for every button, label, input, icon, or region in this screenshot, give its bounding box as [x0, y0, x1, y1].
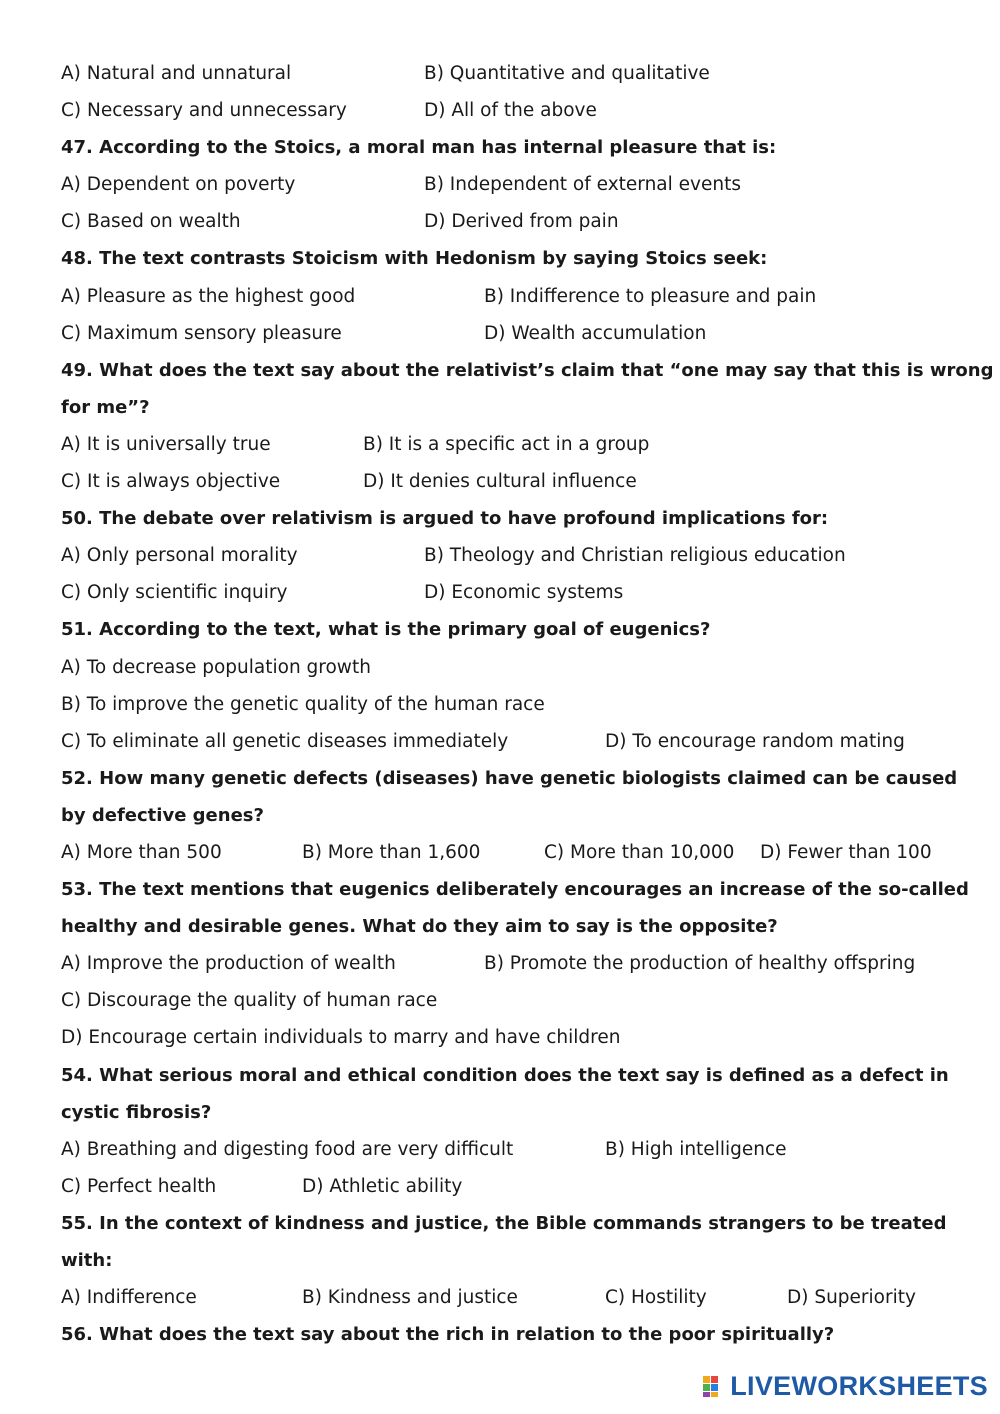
question-text: with: — [61, 1250, 113, 1271]
option-a: A) Pleasure as the highest good — [61, 285, 356, 307]
option-c: C) Only scientific inquiry — [61, 582, 288, 604]
option-b: B) Indifference to pleasure and pain — [484, 285, 817, 307]
option-d: D) Economic systems — [424, 582, 624, 604]
option-row — [61, 92, 951, 129]
option-row — [61, 203, 951, 240]
option-d: D) Derived from pain — [424, 211, 619, 233]
option-b: B) To improve the genetic quality of the human race — [61, 693, 545, 715]
question-text: 53. The text mentions that eugenics deliberately encourages an increase of the so-called — [61, 879, 969, 901]
option-c: C) Hostility — [605, 1287, 707, 1309]
option-a: A) Improve the production of wealth — [61, 953, 396, 975]
question-text: 50. The debate over relativism is argued to have profound implications for: — [61, 508, 829, 530]
option-b: B) More than 1,600 — [302, 841, 481, 863]
option-b: B) Quantitative and qualitative — [424, 63, 710, 84]
liveworksheets-brand — [702, 1366, 988, 1406]
option-a: A) Only personal morality — [61, 545, 298, 567]
option-row — [61, 649, 951, 686]
option-c: C) Necessary and unnecessary — [61, 100, 347, 122]
question-text: 49. What does the text say about the relativist’s claim that “one may say that this is wrong — [61, 359, 994, 381]
option-row — [61, 686, 951, 723]
option-c: C) Perfect health — [61, 1175, 217, 1197]
option-d: D) Athletic ability — [302, 1175, 463, 1197]
option-row — [61, 723, 951, 760]
question-text: for me”? — [61, 396, 150, 418]
option-b: B) Promote the production of healthy offspring — [484, 953, 916, 975]
option-a: A) To decrease population growth — [61, 656, 371, 678]
option-c: C) Based on wealth — [61, 211, 241, 233]
option-d: D) Encourage certain individuals to marry and have children — [61, 1027, 621, 1049]
option-row — [61, 982, 951, 1019]
option-b: B) Kindness and justice — [302, 1287, 518, 1309]
option-row — [61, 463, 951, 500]
question-text: 52. How many genetic defects (diseases) have genetic biologists claimed can be caused — [61, 767, 958, 789]
option-b: B) High intelligence — [605, 1138, 787, 1160]
option-a: A) Indifference — [61, 1287, 197, 1309]
option-row — [61, 574, 951, 611]
option-row — [61, 55, 951, 92]
question-text: 47. According to the Stoics, a moral man has internal pleasure that is: — [61, 137, 777, 159]
option-c: C) More than 10,000 — [544, 841, 735, 863]
option-row — [61, 1279, 951, 1316]
option-a: A) Breathing and digesting food are very difficult — [61, 1138, 514, 1160]
option-b: B) Theology and Christian religious education — [424, 545, 846, 567]
question-text: cystic fibrosis? — [61, 1101, 212, 1123]
question-text: 51. According to the text, what is the primary goal of eugenics? — [61, 619, 711, 641]
question-text: 48. The text contrasts Stoicism with Hedonism by saying Stoics seek: — [61, 248, 768, 270]
question-text: 55. In the context of kindness and justice, the Bible commands strangers to be treated — [61, 1212, 947, 1234]
liveworksheets-logo-icon — [702, 1373, 728, 1399]
question-text: 56. What does the text say about the rich in relation to the poor spiritually? — [61, 1324, 835, 1346]
question-text: healthy and desirable genes. What do they aim to say is the opposite? — [61, 916, 778, 938]
question-list — [61, 55, 994, 1353]
option-c: C) It is always objective — [61, 471, 281, 493]
option-row — [61, 834, 951, 871]
option-row — [61, 315, 951, 352]
worksheet-page — [61, 55, 994, 1353]
option-d: D) All of the above — [424, 100, 597, 122]
option-c: C) To eliminate all genetic diseases immediately — [61, 730, 509, 752]
option-a: A) Dependent on poverty — [61, 174, 296, 196]
question-text: by defective genes? — [61, 804, 264, 826]
question-text: 54. What serious moral and ethical condition does the text say is defined as a defect in — [61, 1064, 949, 1086]
option-row — [61, 1019, 951, 1056]
brand-name: LIVEWORKSHEETS — [730, 1370, 988, 1401]
option-row — [61, 166, 951, 203]
option-c: C) Maximum sensory pleasure — [61, 322, 342, 344]
option-d: D) It denies cultural influence — [363, 471, 637, 493]
option-d: D) To encourage random mating — [605, 730, 905, 752]
option-row — [61, 1131, 951, 1168]
option-row — [61, 278, 951, 315]
option-row — [61, 537, 951, 574]
option-a: A) It is universally true — [61, 433, 271, 455]
option-c: C) Discourage the quality of human race — [61, 990, 438, 1012]
option-a: A) More than 500 — [61, 841, 222, 863]
option-d: D) Wealth accumulation — [484, 322, 707, 344]
option-row — [61, 945, 951, 982]
option-a: A) Natural and unnatural — [61, 63, 292, 84]
option-d: D) Superiority — [787, 1287, 916, 1309]
option-b: B) Independent of external events — [424, 174, 741, 196]
option-d: D) Fewer than 100 — [760, 841, 932, 863]
option-row — [61, 426, 951, 463]
option-b: B) It is a specific act in a group — [363, 433, 650, 455]
option-row — [61, 1168, 951, 1205]
